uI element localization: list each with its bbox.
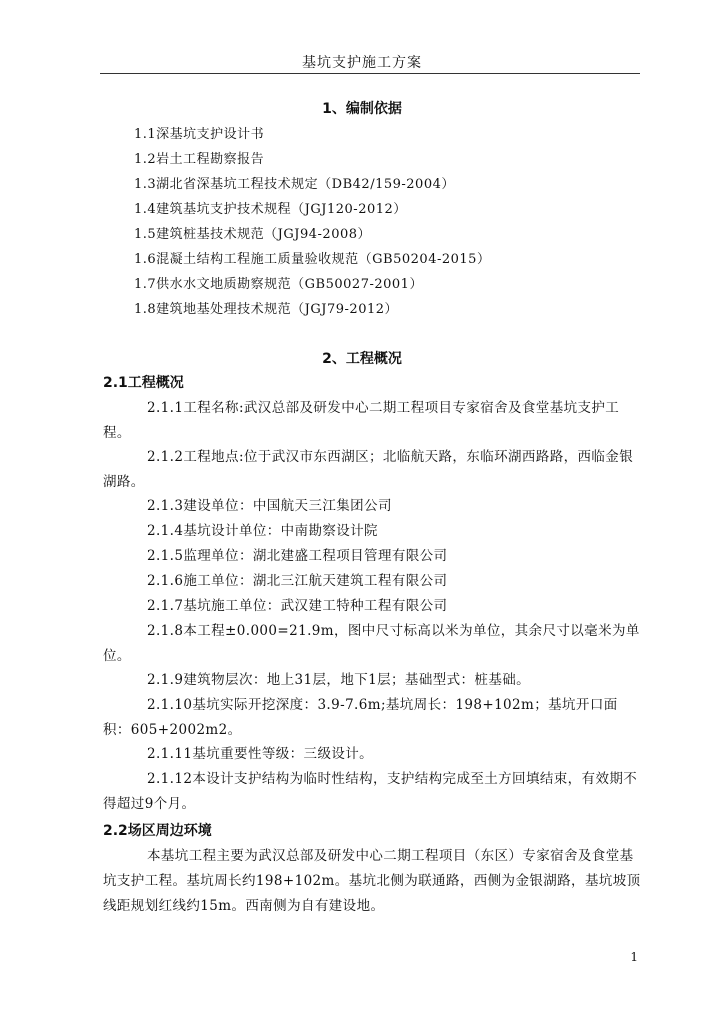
reference-item: 1.6混凝土结构工程施工质量验收规范（GB50204-2015） bbox=[134, 252, 491, 267]
subsection-2-1-title: 2.1工程概况 bbox=[103, 375, 184, 391]
paragraph bbox=[103, 594, 643, 619]
paragraph-text: 2.1.9建筑物层次：地上31层，地下1层；基础型式：桩基础。 bbox=[147, 672, 531, 688]
reference-item: 1.1深基坑支护设计书 bbox=[134, 127, 265, 142]
paragraph-text: 2.1.2工程地点:位于武汉市东西湖区；北临航天路，东临环湖西路路，西临金银湖路。 bbox=[103, 449, 634, 490]
paragraph-text: 2.1.7基坑施工单位：武汉建工特种工程有限公司 bbox=[147, 598, 448, 614]
paragraph bbox=[103, 494, 643, 519]
paragraph bbox=[103, 844, 643, 919]
paragraph bbox=[103, 544, 643, 569]
reference-item: 1.7供水水文地质勘察规范（GB50027-2001） bbox=[134, 277, 423, 292]
paragraph-text: 2.1.4基坑设计单位：中南勘察设计院 bbox=[147, 523, 378, 539]
paragraph bbox=[103, 519, 643, 544]
paragraph-text: 2.1.12本设计支护结构为临时性结构，支护结构完成至土方回填结束，有效期不得超过9个月。 bbox=[103, 771, 638, 812]
page-number: 1 bbox=[630, 950, 638, 964]
header-divider bbox=[100, 73, 640, 74]
paragraph-text: 2.1.10基坑实际开挖深度：3.9-7.6m;基坑周长：198+102m；基坑开口面积：605+2002m2。 bbox=[103, 697, 618, 738]
reference-item: 1.2岩土工程勘察报告 bbox=[134, 152, 265, 167]
paragraph bbox=[103, 445, 643, 495]
reference-item: 1.3湖北省深基坑工程技术规定（DB42/159-2004） bbox=[134, 177, 455, 192]
paragraph-text: 2.1.8本工程±0.000=21.9m，图中尺寸标高以米为单位，其余尺寸以毫米为单位。 bbox=[103, 623, 640, 664]
paragraph-text: 2.1.11基坑重要性等级：三级设计。 bbox=[147, 746, 374, 762]
paragraph-text: 2.1.3建设单位：中国航天三江集团公司 bbox=[147, 498, 392, 514]
section-1-title: 1、编制依据 bbox=[322, 101, 402, 117]
page-header-title: 基坑支护施工方案 bbox=[302, 55, 422, 71]
paragraph bbox=[103, 668, 643, 693]
reference-item: 1.5建筑桩基技术规范（JGJ94-2008） bbox=[134, 227, 372, 242]
paragraph bbox=[103, 619, 643, 669]
paragraph-text: 本基坑工程主要为武汉总部及研发中心二期工程项目（东区）专家宿舍及食堂基坑支护工程。基坑周长约198+102m。基坑北侧为联通路，西侧为金银湖路，基坑坡顶线距规划红线约15m。西南侧为自有建设地。 bbox=[103, 848, 641, 914]
paragraph bbox=[103, 396, 643, 446]
section-2-title: 2、工程概况 bbox=[322, 351, 402, 367]
subsection-2-2-title: 2.2场区周边环境 bbox=[103, 823, 212, 839]
paragraph-text: 2.1.1工程名称:武汉总部及研发中心二期工程项目专家宿舍及食堂基坑支护工程。 bbox=[103, 400, 620, 441]
paragraph bbox=[103, 569, 643, 594]
reference-item: 1.4建筑基坑支护技术规程（JGJ120-2012） bbox=[134, 202, 407, 217]
reference-item: 1.8建筑地基处理技术规范（JGJ79-2012） bbox=[134, 302, 399, 317]
paragraph-text: 2.1.5监理单位：湖北建盛工程项目管理有限公司 bbox=[147, 548, 448, 564]
paragraph bbox=[103, 693, 643, 743]
paragraph bbox=[103, 742, 643, 767]
paragraph-text: 2.1.6施工单位：湖北三江航天建筑工程有限公司 bbox=[147, 573, 448, 589]
paragraph bbox=[103, 767, 643, 817]
